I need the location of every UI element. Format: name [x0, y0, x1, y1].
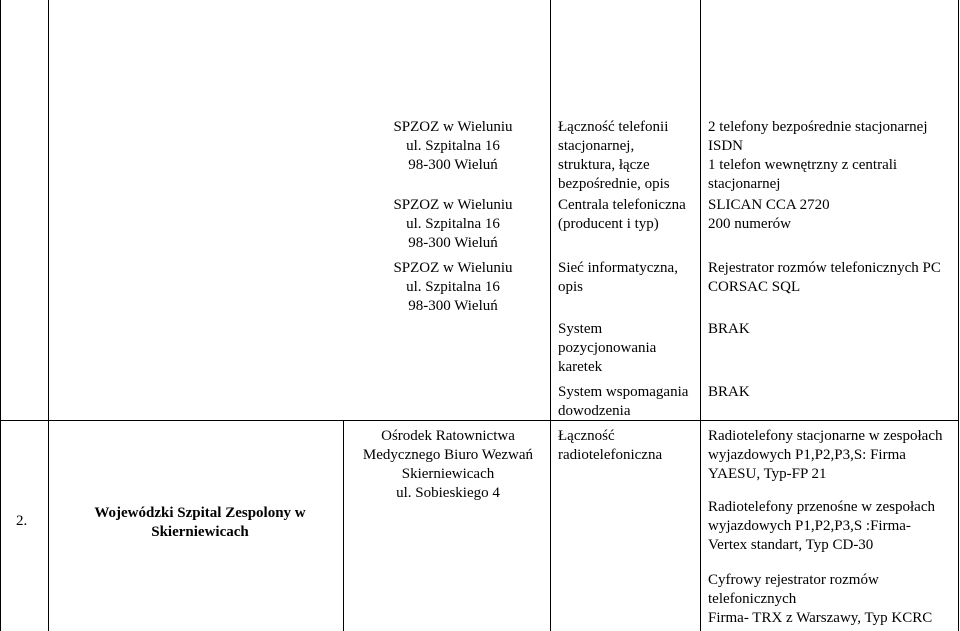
- table-row-value: Cyfrowy rejestrator rozmów telefonicznych Firma- TRX z Warszawy, Typ KCRC: [708, 572, 933, 626]
- table-row: SPZOZ w Wieluniu ul. Szpitalna 16 98-300 Wieluń: [393, 197, 513, 251]
- table-row-label: Łączność radiotelefoniczna: [558, 428, 663, 463]
- table-row: SPZOZ w Wieluniu ul. Szpitalna 16 98-300 Wieluń: [393, 119, 513, 173]
- table-row-value: Radiotelefony stacjonarne w zespołach wyjazdowych P1,P2,P3,S: Firma YAESU, Typ-FP 21: [708, 428, 943, 482]
- table-border-right: [958, 0, 959, 631]
- table-row-label: Sieć informatyczna, opis: [558, 260, 678, 295]
- location-address: Ośrodek Ratownictwa Medycznego Biuro Wezwań Skierniewicach ul. Sobieskiego 4: [362, 428, 534, 501]
- table-row: SPZOZ w Wieluniu ul. Szpitalna 16 98-300 Wieluń: [393, 260, 513, 314]
- table-row-label: Centrala telefoniczna (producent i typ): [558, 197, 686, 232]
- hospital-name: Wojewódzki Szpital Zespolony w Skierniewicach: [94, 505, 306, 540]
- table-row-value: Rejestrator rozmów telefonicznych PC CORSAC SQL: [708, 260, 941, 295]
- table-row-value: Radiotelefony przenośne w zespołach wyjazdowych P1,P2,P3,S :Firma- Vertex standart, Typ CD-30: [708, 499, 935, 553]
- table-row-value: BRAK: [708, 384, 750, 400]
- table-border-col3: [550, 0, 551, 631]
- table-row-label: System wspomagania dowodzenia: [558, 384, 689, 419]
- row-number: 2.: [16, 513, 28, 529]
- row-divider-group2: [0, 420, 959, 421]
- table-row-value: 2 telefony bezpośrednie stacjonarnej ISDN 1 telefon wewnętrzny z centrali stacjonarnej: [708, 119, 928, 192]
- table-border-col2: [343, 420, 344, 631]
- table-row-label: Łączność telefonii stacjonarnej, struktura, łącze bezpośrednie, opis: [558, 119, 670, 192]
- table-row-value: SLICAN CCA 2720 200 numerów: [708, 197, 830, 232]
- table-row-value: BRAK: [708, 321, 750, 337]
- table-border-col4: [700, 0, 701, 631]
- table-row-label: System pozycjonowania karetek: [558, 321, 657, 375]
- table-border-col1: [48, 0, 49, 631]
- table-border-left: [0, 0, 1, 631]
